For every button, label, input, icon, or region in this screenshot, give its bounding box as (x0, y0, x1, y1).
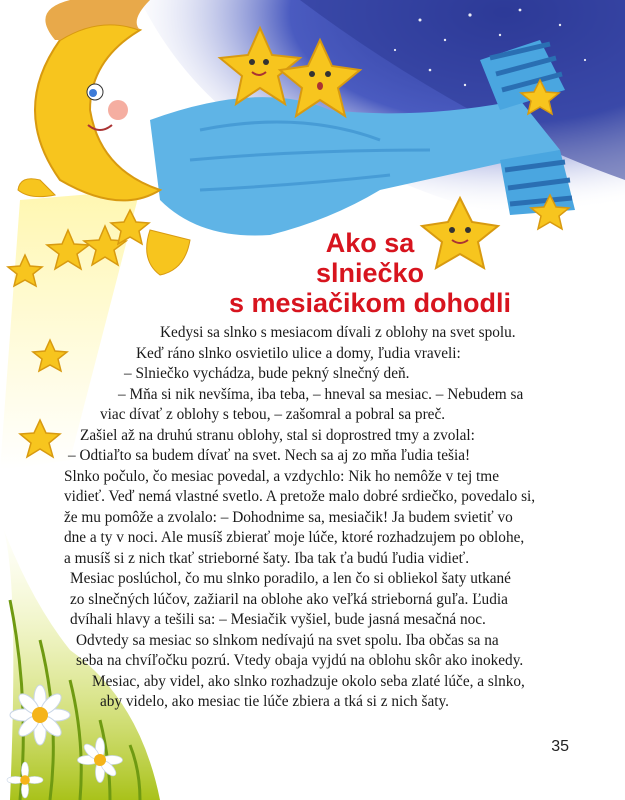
story-line: vidieť. Veď nemá vlastné svetlo. A pretože malo dobré srdiečko, povedalo si, (64, 488, 536, 505)
story-line: viac dívať z oblohy s tebou, – zašomral a pobral sa preč. (100, 406, 446, 423)
title-line-3: s mesiačikom dohodli (228, 288, 512, 318)
story-line: dvíhali hlavy a tešili sa: – Mesiačik vyšiel, bude jasná mesačná noc. (70, 611, 486, 628)
title-line-2: slniečko (315, 258, 425, 288)
title-line-1: Ako sa (325, 228, 415, 258)
story-line: a musíš si z nich tkať strieborné šaty. Iba tak ťa budú ľudia vidieť. (64, 549, 470, 567)
story-line: Mesiac poslúchol, čo mu slnko poradilo, a len čo si obliekol šaty utkané (70, 570, 511, 587)
story-line: Odvtedy sa mesiac so slnkom nedívajú na svet spolu. Iba občas sa na (76, 631, 499, 649)
story-line: zo slnečných lúčov, zažiaril na oblohe ako veľká strieborná guľa. Ľudia (70, 590, 508, 608)
story-line: – Slniečko vychádza, bude pekný slnečný deň. (124, 365, 410, 382)
story-line: Zašiel až na druhú stranu oblohy, stal si doprostred tmy a zvolal: (80, 426, 475, 444)
story-line: dne a ty v noci. Ale musíš zbierať moje lúče, ktoré rozhadzujem po oblohe, (64, 529, 525, 546)
story-line: aby videlo, ako mesiac tie lúče zbiera a tká si z nich šaty. (100, 693, 449, 710)
story-text (60, 323, 580, 713)
story-line: Slnko počulo, čo mesiac povedal, a vzdychlo: Nik ho nemôže v tej tme (64, 467, 499, 485)
story-line: Mesiac, aby videl, ako slnko rozhadzuje okolo seba zlaté lúče, a slnko, (92, 672, 525, 690)
story-line: seba na chvíľočku pozrú. Vtedy obaja vyjdú na oblohu skôr ako inokedy. (76, 652, 524, 669)
story-title (225, 228, 515, 318)
story-line: – Odtiaľto sa budem dívať na svet. Nech sa aj zo mňa ľudia tešia! (68, 447, 471, 464)
story-line: že mu pomôže a zvolalo: – Dohodnime sa, mesiačik! Ja budem svietiť vo (64, 508, 513, 526)
page-number: 35 (551, 738, 569, 755)
story-line: – Mňa si nik nevšíma, iba teba, – hneval sa mesiac. – Nebudem sa (118, 385, 524, 403)
story-line: Keď ráno slnko osvietilo ulice a domy, ľudia vraveli: (136, 344, 461, 362)
story-line: Kedysi sa slnko s mesiacom dívali z oblohy na svet spolu. (160, 324, 516, 341)
